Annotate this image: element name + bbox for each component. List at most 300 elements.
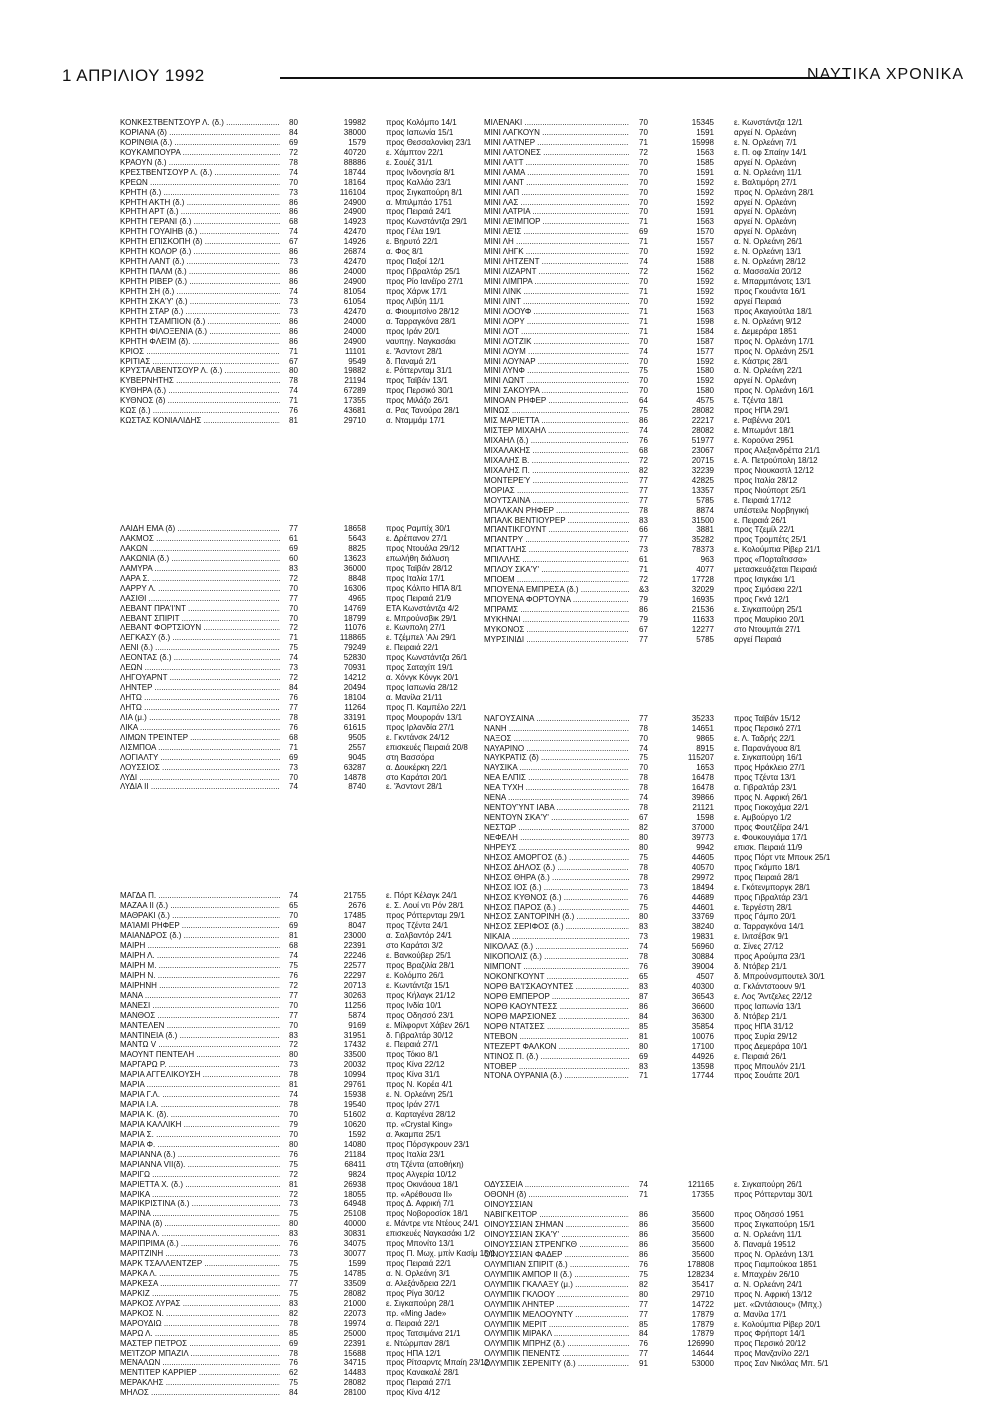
build-year: 74 (289, 951, 298, 960)
position-note: ε. Μπαρμπάνοτς 13/1 (734, 277, 811, 286)
tonnage: 4507 (696, 972, 714, 982)
position-note: προς Ακαγιούτλα 18/1 (734, 306, 813, 316)
build-year: 79 (639, 614, 648, 624)
tonnage: 9045 (348, 752, 366, 762)
tonnage: 19974 (343, 1318, 366, 1328)
build-year: 70 (289, 1110, 298, 1119)
ship-name: ΚΡΗΤΗ ΣΤΑΡ (δ.) ..... (120, 307, 280, 317)
ship-row (120, 257, 525, 267)
ship-name: ΝΑΥΑΡΙΝΟ ..... (484, 744, 629, 754)
position-note: ε. Ν. Ορλεάνη 25/1 (386, 1090, 454, 1100)
ship-row (484, 516, 889, 526)
tonnage: 15688 (343, 1348, 366, 1358)
ship-list-section (120, 524, 525, 792)
position-note: προς Ινδονησία 8/1 (386, 167, 455, 177)
tonnage: 88886 (343, 157, 366, 167)
ship-row (484, 277, 889, 287)
ship-name: ΜΑΡΙΤΖΙΝΗ ..... (120, 1249, 280, 1259)
tonnage: 31500 (691, 515, 714, 525)
tonnage: 1591 (696, 127, 714, 137)
tonnage: 1563 (696, 306, 714, 316)
ship-name: ΝΟΚΟΝΓΚΟΥΝΤ ..... (484, 972, 629, 982)
tonnage: 963 (700, 555, 714, 565)
ship-name: ΛΟΥΣΣΙΟΣ ..... (120, 763, 280, 773)
ship-name: ΜΙΝΙ ΛΙΜΠΡΑ ..... (484, 277, 629, 287)
ship-name: ΜΕΊΤΖΟΡ ΜΠΑΖΙΛ ..... (120, 1349, 280, 1359)
tonnage: 22073 (343, 1308, 366, 1318)
ship-name: ΛΙΚΑ ..... (120, 723, 280, 733)
build-year: 81 (289, 931, 298, 941)
build-year: 86 (639, 1230, 648, 1240)
build-year: 73 (289, 1060, 298, 1070)
tonnage: 1592 (696, 187, 714, 197)
ship-row (484, 893, 889, 903)
position-note: αργεί Ν. Ορλεάνη (734, 207, 797, 217)
build-year: 85 (639, 1021, 648, 1031)
tonnage: 15938 (343, 1090, 366, 1100)
tonnage: 35233 (691, 713, 714, 723)
ship-name: ΜΑΡΙΝΑ Λ. ..... (120, 1229, 280, 1239)
tonnage: 18494 (691, 882, 714, 892)
ship-row (120, 1040, 525, 1050)
ship-row (484, 198, 889, 208)
tonnage: 22577 (343, 960, 366, 970)
build-year: 75 (289, 1159, 298, 1169)
ship-row (484, 1180, 889, 1190)
ship-name: ΝΗΡΕΥΣ ..... (484, 843, 629, 853)
tonnage: 8874 (696, 505, 714, 515)
ship-list-section (484, 1180, 889, 1369)
ship-name: ΟΛΥΜΠΙΚ ΜΕΡΙΤ ..... (484, 1320, 629, 1330)
ship-row (484, 883, 889, 893)
position-note: προς Κόλπο ΗΠΑ 8/1 (386, 583, 463, 593)
ship-row (120, 1021, 525, 1031)
position-note: επισκευές Ναγκασάκι 1/2 (386, 1229, 475, 1239)
tonnage: 14785 (343, 1269, 366, 1278)
ship-row (484, 267, 889, 277)
tonnage: 12277 (691, 624, 714, 634)
position-note: προς Ηράκλειο 27/1 (734, 763, 806, 773)
ship-row (484, 1230, 889, 1240)
tonnage: 18055 (343, 1189, 366, 1199)
position-note: ε. Μπρούνσβικ 29/1 (386, 613, 457, 623)
tonnage: 22391 (343, 941, 366, 951)
ship-name: ΚΡΕΣΤΒΕΝΤΣΟΥΡ Λ. (δ.) ..... (120, 168, 280, 178)
ship-name: ΛΑΙΔΗ ΕΜΑ (δ) ..... (120, 524, 280, 534)
tonnage: 16478 (691, 783, 714, 793)
tonnage: 8915 (696, 743, 714, 753)
ship-row (120, 753, 525, 763)
build-year: 86 (639, 1240, 648, 1249)
position-note: προς Συρία 29/12 (734, 1031, 798, 1041)
build-year: 78 (639, 505, 648, 515)
tonnage: 34075 (343, 1239, 366, 1249)
position-note: ε. Ν. Ορλεάνη 13/1 (734, 247, 802, 257)
position-note: ε. Πόρτ Κέλαγκ 24/1 (386, 891, 458, 901)
ship-name: ΛΙΜΩΝ ΤΡΕΊΝΤΕΡ ..... (120, 733, 280, 743)
ship-row (120, 891, 525, 901)
ship-name: ΚΡΗΤΗ ΕΠΙΣΚΟΠΗ (δ) ..... (120, 237, 280, 247)
tonnage: 11264 (344, 702, 366, 712)
tonnage: 1588 (696, 257, 714, 267)
build-year: 78 (289, 1318, 298, 1328)
build-year: 70 (639, 247, 648, 257)
ship-row (120, 584, 525, 594)
position-note: α. Καρταγένα 28/12 (386, 1110, 456, 1119)
build-year: 83 (639, 1061, 648, 1071)
build-year: 70 (289, 603, 298, 613)
ship-row (120, 1190, 525, 1200)
tonnage: 40000 (343, 1219, 366, 1229)
ship-row (484, 1300, 889, 1310)
tonnage: 1580 (696, 386, 714, 396)
ship-row (120, 168, 525, 178)
ship-row (484, 922, 889, 932)
build-year: 68 (639, 445, 648, 455)
position-note: προς Νοβοροσίσκ 18/1 (386, 1209, 469, 1219)
ship-row (484, 118, 889, 128)
build-year: 66 (639, 525, 648, 535)
build-year: 78 (639, 723, 648, 733)
build-year: 71 (289, 742, 298, 752)
ship-name: ΚΡΗΤΗ ΣΚΑ'Υ' (δ.) ..... (120, 297, 280, 307)
ship-row (484, 942, 889, 952)
ship-name: ΝΗΣΟΣ ΔΗΛΟΣ (δ.) ..... (484, 863, 629, 873)
position-note: προς Γιοκοχάμα 22/1 (734, 803, 809, 813)
ship-row (484, 813, 889, 823)
position-note: προς Ραμπίχ 30/1 (386, 524, 451, 534)
build-year: 83 (289, 1229, 298, 1239)
ship-row (120, 554, 525, 564)
ship-name: ΛΕΒΑΝΤ ΦΟΡΤΣΙΟΥΝ ..... (120, 623, 280, 633)
ship-row (484, 426, 889, 436)
ship-name: ΜΑΣΤΕΡ ΠΕΤΡΟΣ ..... (120, 1339, 280, 1349)
position-note: προς Ρόττερνταμ 30/1 (734, 1190, 813, 1200)
ship-name: ΜΠΟΕΜ ..... (484, 575, 629, 585)
ship-name: ΜΑΙΡΗΝΗ ..... (120, 981, 280, 991)
position-note: ε. Σιγκαπούρη 25/1 (734, 604, 803, 614)
ship-row (484, 168, 889, 178)
ship-row (120, 911, 525, 921)
ship-name: ΜΙΧΑΗΛ (δ.) ..... (484, 436, 629, 446)
ship-name: ΜΑΡΙΓΩ ..... (120, 1170, 280, 1180)
build-year: 74 (289, 286, 298, 296)
ship-row (120, 1170, 525, 1180)
ship-row (484, 307, 889, 317)
ship-name: ΜΙΧΑΛΗΣ Π. ..... (484, 466, 629, 476)
build-year: 73 (639, 882, 648, 892)
build-year: 72 (639, 267, 648, 277)
ship-row (120, 763, 525, 773)
ship-row (484, 763, 889, 773)
position-note: προς Ρίγα 30/12 (386, 1288, 445, 1298)
ship-name: ΚΟΝΚΕΣΤΒΕΝΤΣΟΥΡ Λ. (δ.) ..... (120, 118, 280, 128)
ship-row (120, 614, 525, 624)
tonnage: 40300 (691, 982, 714, 991)
tonnage: 52830 (343, 653, 366, 663)
ship-name: ΜΙΝΙ ΛΥΝΦ ..... (484, 366, 629, 376)
position-note: προς Ν. Ορλεάνη 16/1 (734, 386, 814, 396)
ship-row (120, 901, 525, 911)
build-year: 71 (639, 316, 648, 326)
position-note: προς Δ. Αφρική 7/1 (386, 1199, 455, 1209)
ship-name: ΟΛΥΜΠΙΚ ΠΕΝΕΝΤΣ ..... (484, 1349, 629, 1359)
position-note: α. Ν. Ορλεάνη 3/1 (386, 1269, 450, 1278)
position-note: α. Μασσαλία 20/12 (734, 267, 802, 277)
ship-name: ΛΕΒΑΝΤ ΣΠΙΡΙΤ ..... (120, 614, 280, 624)
ship-name: ΜΑΡΚ ΤΣΑΛΛΕΝΤΖΕΡ ..... (120, 1259, 280, 1269)
tonnage: 15345 (691, 118, 714, 127)
ship-row (120, 277, 525, 287)
ship-row (120, 782, 525, 792)
ship-row (120, 1110, 525, 1120)
tonnage: 8047 (348, 921, 366, 931)
tonnage: 81054 (343, 286, 366, 296)
position-note: δ. Ντόβερ 21/1 (734, 1011, 787, 1021)
ship-name: ΜΑΝΤΙΝΕΙΑ (δ.) ..... (120, 1031, 280, 1041)
position-note: αργεί Πειραιά (734, 296, 782, 306)
build-year: 64 (639, 396, 648, 406)
tonnage: 36000 (343, 563, 366, 573)
ship-name: ΛΑΜΥΡΑ ..... (120, 564, 280, 574)
position-note: α. Ν. Ορλεάνη 26/1 (734, 237, 803, 247)
ship-row (120, 237, 525, 247)
position-note: α. Πειραιά 22/1 (386, 1318, 440, 1328)
build-year: 86 (289, 316, 298, 326)
ship-name: ΜΠΑΝΤΡΥ ..... (484, 535, 629, 545)
tonnage: 1557 (696, 237, 714, 247)
ship-row (484, 1329, 889, 1339)
build-year: 67 (289, 237, 298, 247)
ship-name: ΜΙΛΕΝΑΚΙ ..... (484, 118, 629, 128)
tonnage: 21536 (691, 604, 714, 614)
position-note: προς Αλγερία 10/12 (386, 1169, 457, 1179)
build-year: 86 (639, 1249, 648, 1259)
tonnage: 126990 (687, 1339, 714, 1349)
tonnage: 13357 (691, 485, 714, 495)
ship-name: ΚΡΑΟΥΝ (δ.) ..... (120, 158, 280, 168)
position-note: ε. Πειραιά 17/12 (734, 495, 791, 505)
position-note: ε. 'Άσντοντ 28/1 (386, 782, 443, 792)
ship-name: ΝΤΟΝΑ ΟΥΡΑΝΙΑ (δ.) ..... (484, 1071, 629, 1081)
tonnage: 11256 (344, 1000, 366, 1010)
build-year: 78 (639, 872, 648, 882)
position-note: επισκ. Πειραιά 11/9 (734, 842, 803, 852)
ship-name: ΜΥΚΗΝΑΙ ..... (484, 615, 629, 625)
position-note: προς Κωνστάντζα 26/1 (386, 653, 468, 663)
ship-row (120, 713, 525, 723)
ship-name: ΚΡΙΤΙΑΣ ..... (120, 357, 280, 367)
build-year: 67 (639, 813, 648, 823)
ship-row (120, 1050, 525, 1060)
ship-row (120, 188, 525, 198)
tonnage: 34715 (343, 1358, 366, 1368)
build-year: 75 (639, 1269, 648, 1279)
tonnage: 29710 (691, 1289, 714, 1299)
ship-name: ΜΑΝΕΣΙ ..... (120, 1001, 280, 1011)
build-year: 80 (639, 842, 648, 852)
ship-name: ΜΑΡΟΥΔΙΩ ..... (120, 1319, 280, 1329)
build-year: 73 (289, 1199, 298, 1209)
position-note: ε. Γκντάνσκ 24/12 (386, 732, 450, 742)
tonnage: 11076 (344, 623, 366, 633)
build-year: 69 (289, 137, 298, 147)
tonnage: 16478 (691, 773, 714, 783)
ship-name: ΜΑΙΡΗ ..... (120, 941, 280, 951)
ship-row (484, 565, 889, 575)
ship-name: ΝΟΡΘ ΜΑΡΣΙΟΝΕΣ ..... (484, 1012, 629, 1022)
position-note: α. Ν. Ορλεάνη 11/1 (734, 167, 802, 177)
position-note: προς Κανακαλέ 28/1 (386, 1368, 459, 1378)
build-year: 75 (289, 1259, 298, 1269)
ship-row (484, 297, 889, 307)
ship-name: ΜΙΝΙ ΛΙΖΑΡΝΤ ..... (484, 267, 629, 277)
build-year: 78 (639, 783, 648, 793)
ship-name: ΜΙΝΙ ΛΗ ..... (484, 237, 629, 247)
ship-name: ΜΑΡΙΚΡΙΣΤΙΝΑ (δ.) ..... (120, 1199, 280, 1209)
tonnage: 29710 (343, 416, 366, 426)
build-year: 77 (289, 702, 298, 712)
ship-name: ΝΗΣΟΣ ΑΜΟΡΓΟΣ (δ.) ..... (484, 853, 629, 863)
tonnage: 42470 (343, 306, 366, 316)
tonnage: 36600 (691, 1001, 714, 1011)
right-column (484, 118, 889, 1369)
build-year: 78 (289, 157, 298, 167)
position-note: α. Φος 8/1 (386, 247, 424, 257)
tonnage: 22391 (343, 1338, 366, 1348)
position-note: στο Ντουμπάι 27/1 (734, 624, 801, 634)
ship-name: ΝΗΣΟΣ ΠΑΡΟΣ (δ.) ..... (484, 903, 629, 913)
ship-row (484, 1190, 889, 1200)
ship-name: ΝΤΕΒΟΝ ..... (484, 1032, 629, 1042)
build-year: 77 (639, 1349, 648, 1359)
tonnage: 4575 (696, 396, 714, 406)
ship-row (484, 138, 889, 148)
ship-row (484, 446, 889, 456)
tonnage: 78373 (691, 545, 714, 555)
tonnage: 9169 (348, 1020, 366, 1030)
ship-row (120, 1239, 525, 1249)
ship-name: ΜΙΝΙ ΛΟΡΥ ..... (484, 317, 629, 327)
tonnage: 8740 (348, 782, 366, 792)
position-note: α. Νταμμάμ 17/1 (386, 416, 445, 426)
position-note: ε. Βηρυτό 22/1 (386, 237, 439, 247)
tonnage: 9549 (348, 356, 366, 366)
build-year: 70 (639, 197, 648, 207)
position-note: α. Ρας Τανούρα 28/1 (386, 406, 460, 416)
position-note: δ. Γιβραλτάρ 30/12 (386, 1030, 453, 1040)
tonnage: 40720 (343, 147, 366, 157)
build-year: 80 (639, 1041, 648, 1051)
tonnage: 1591 (696, 167, 714, 177)
tonnage: 3881 (696, 525, 714, 535)
ship-row (484, 406, 889, 416)
tonnage: 64948 (343, 1199, 366, 1209)
ship-name: ΝΕΑ ΕΛΠΙΣ ..... (484, 773, 629, 783)
build-year: 76 (289, 1358, 298, 1368)
ship-name: ΜΗΛΟΣ ..... (120, 1388, 280, 1398)
build-year: 86 (639, 416, 648, 426)
position-note: ε. Ρόττερνταμ 31/1 (386, 366, 453, 376)
tonnage: 23067 (691, 445, 714, 455)
ship-name: ΜΑΡΚΟΣ Ν. ..... (120, 1309, 280, 1319)
tonnage: 18658 (343, 524, 366, 534)
ship-row (484, 436, 889, 446)
build-year: 75 (289, 1378, 298, 1388)
build-year: 76 (289, 693, 298, 702)
ship-name: ΚΡΗΤΗ ΓΟΥΑΙΗΒ (δ.) ..... (120, 227, 280, 237)
ship-name: ΝΟΡΘ ΚΑΟΥΝΤΕΣΣ ..... (484, 1002, 629, 1012)
position-note: προς Πειραιά 27/1 (386, 1378, 452, 1388)
position-note: αργεί Ν. Ορλεάνη (734, 127, 797, 137)
build-year: 86 (639, 1001, 648, 1011)
ship-row (120, 1219, 525, 1229)
tonnage: 1592 (696, 277, 714, 286)
ship-row (120, 1100, 525, 1110)
tonnage: 1584 (696, 326, 714, 336)
position-note: προς Νιούπορτ 25/1 (734, 485, 807, 495)
build-year: 70 (639, 157, 648, 167)
tonnage: 36300 (691, 1011, 714, 1021)
ship-name: ΛΑΚΩΝ ..... (120, 544, 280, 554)
tonnage: 17355 (691, 1190, 714, 1200)
ship-row (120, 1269, 525, 1279)
tonnage: 30077 (343, 1249, 366, 1259)
build-year: 76 (289, 970, 298, 980)
tonnage: 1577 (696, 346, 714, 356)
position-note: προς Ταϊβάν 28/12 (386, 563, 453, 573)
ship-name: ΝΕΦΕΛΗ ..... (484, 833, 629, 843)
position-note: ε. Δρέπανον 27/1 (386, 534, 448, 543)
build-year: 76 (639, 1259, 648, 1269)
tonnage: 16306 (343, 583, 366, 593)
build-year: 86 (289, 247, 298, 257)
ship-row (120, 337, 525, 347)
build-year: 84 (289, 1388, 298, 1398)
ship-row (484, 545, 889, 555)
ship-row (120, 327, 525, 337)
tonnage: 4077 (696, 565, 714, 575)
ship-row (120, 673, 525, 683)
ship-name: ΜΟΥΤΣΑΙΝΑ ..... (484, 496, 629, 506)
position-note: προς ΗΠΑ 12/1 (386, 1348, 441, 1358)
ship-row (120, 961, 525, 971)
build-year: 84 (289, 683, 298, 693)
position-note: δ. Παναμά 19512 (734, 1240, 796, 1249)
position-note: προς Ν. Αφρική 26/1 (734, 793, 808, 803)
build-year: 70 (289, 1020, 298, 1030)
build-year: 73 (289, 663, 298, 673)
position-note: ε. Σουέζ 31/1 (386, 157, 433, 167)
ship-name: ΟΛΥΜΠΙΚ ΛΗΝΤΕΡ ..... (484, 1300, 629, 1310)
position-note: προς Ν. Αφρική 13/12 (734, 1289, 812, 1299)
build-year: 83 (639, 515, 648, 525)
ship-name: ΜΙΝΙ ΛΑΜΑ ..... (484, 168, 629, 178)
ship-row (484, 496, 889, 506)
ship-row (120, 1319, 525, 1329)
ship-row (484, 148, 889, 158)
tonnage: 178808 (687, 1259, 714, 1269)
ship-name: ΜΙΝΙ ΛΗΓΚ ..... (484, 247, 629, 257)
build-year: 69 (289, 543, 298, 553)
tonnage: 14483 (343, 1368, 366, 1378)
position-note: προς Ιαπωνία 28/12 (386, 683, 458, 693)
tonnage: 35600 (691, 1249, 714, 1259)
build-year: 86 (289, 277, 298, 286)
position-note: προς Περσικό 27/1 (734, 723, 802, 733)
tonnage: 19831 (691, 932, 714, 942)
ship-name: ΜΑΙΡΗ Ν. ..... (120, 971, 280, 981)
